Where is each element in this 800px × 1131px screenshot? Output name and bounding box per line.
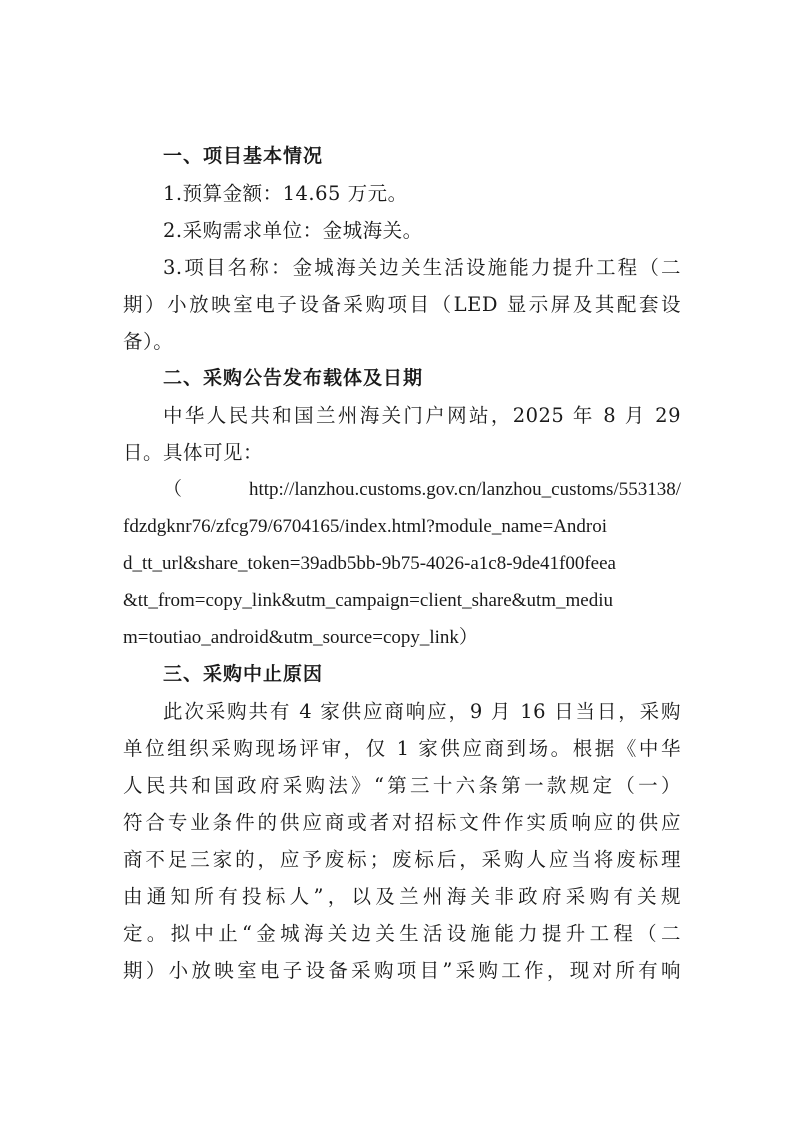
reason-line-2: 单位组织采购现场评审，仅 1 家供应商到场。根据《中华 [123, 737, 681, 760]
reason-line-5: 商不足三家的，应予废标；废标后，采购人应当将废标理 [123, 848, 681, 871]
reason-line-4: 符合专业条件的供应商或者对招标文件作实质响应的供应 [123, 811, 681, 834]
announcement-url-line-3[interactable]: d_tt_url&share_token=39adb5bb-9b75-4026-a1c8-9de41f00feea [123, 553, 616, 574]
project-name-line-2: 期）小放映室电子设备采购项目（LED 显示屏及其配套设 [123, 293, 681, 316]
reason-line-3: 人民共和国政府采购法》“第三十六条第一款规定（一） [123, 774, 681, 797]
section-heading-suspension-reason: 三、采购中止原因 [163, 663, 324, 685]
announcement-url-line-2[interactable]: fdzdgknr76/zfcg79/6704165/index.html?module_name=Androi [123, 516, 608, 537]
announcement-url-line-1[interactable]: （ http://lanzhou.customs.gov.cn/lanzhou_customs/553138/ [163, 479, 681, 500]
document-page [123, 138, 681, 989]
announcement-url-line-4[interactable]: &tt_from=copy_link&utm_campaign=client_share&utm_mediu [123, 590, 614, 611]
announcement-line-2: 日。具体可见： [123, 441, 264, 464]
procuring-unit-line: 2.采购需求单位：金城海关。 [163, 219, 423, 242]
reason-line-6: 由通知所有投标人”，以及兰州海关非政府采购有关规 [123, 885, 681, 908]
section-heading-announcement: 二、采购公告发布载体及日期 [163, 367, 424, 389]
section-heading-basic-info: 一、项目基本情况 [163, 145, 324, 167]
announcement-line-1: 中华人民共和国兰州海关门户网站，2025 年 8 月 29 [163, 404, 681, 427]
reason-line-8: 期）小放映室电子设备采购项目”采购工作，现对所有响 [123, 959, 681, 982]
project-name-line-1: 3.项目名称：金城海关边关生活设施能力提升工程（二 [163, 256, 681, 279]
reason-line-1: 此次采购共有 4 家供应商响应，9 月 16 日当日，采购 [163, 700, 681, 723]
project-name-line-3: 备）。 [123, 330, 174, 353]
budget-line: 1.预算金额：14.65 万元。 [163, 182, 408, 205]
announcement-url-line-5[interactable]: m=toutiao_android&utm_source=copy_link） [123, 627, 478, 648]
reason-line-7: 定。拟中止“金城海关边关生活设施能力提升工程（二 [123, 922, 681, 945]
